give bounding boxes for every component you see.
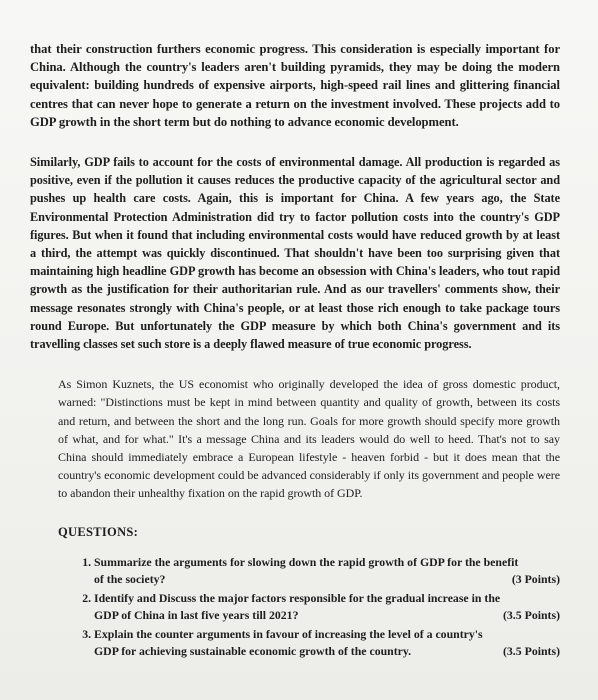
question-item-3 [94,626,560,661]
question-item-2 [94,590,560,625]
question-text: 2. Identify and Discuss the major factors responsible for the gradual increase in the [94,590,501,605]
paragraph-2: Similarly, GDP fails to account for the costs of environmental damage. All production is regarded as positive, even if the pollution it causes reduces the productive capacity of the agricultural sector and pushes up health care costs. Again, this is important for China. A few years ago, the State Environmental Protection Administration did try to factor pollution costs into the country's GDP figures. But when it found that including environmental costs would have reduced growth by at least a third, the attempt was quickly discontinued. That shouldn't have been too surprising given that maintaining high headline GDP growth has become an obsession with China's leaders, who tout rapid growth as the justification for their authoritarian rule. And as our travellers' comments show, their message resonates strongly with China's people, or at least those rich enough to take package tours round Europe. But unfortunately the GDP measure by which both China's government and its travelling classes set such store is a deeply flawed measure of true economic progress. [30,155,560,352]
question-text: 1. Summarize the arguments for slowing down the rapid growth of GDP for the benefit [94,554,519,569]
question-text-cont: GDP for achieving sustainable economic growth of the country. [94,644,412,659]
question-text-cont: GDP of China in last five years till 2021? [94,608,299,623]
question-points: (3 Points) [511,572,560,587]
question-text: 3. Explain the counter arguments in favour of increasing the level of a country's [94,626,483,641]
question-text-cont: of the society? [94,572,166,587]
questions-list [30,554,560,661]
paragraph-1: that their construction furthers economic progress. This consideration is especially important for China. Although the country's leaders aren't building pyramids, they may be doing the modern equivalent: building hundreds of expensive airports, high-speed rail lines and glittering financial centres that can never hope to generate a return on the investment involved. These projects add to GDP growth in the short term but do nothing to advance economic development. [30,42,560,129]
questions-heading: QUESTIONS: [58,524,139,539]
document-page [30,40,560,662]
question-item-1 [94,554,560,589]
question-points: (3.5 Points) [502,608,560,623]
paragraph-3: As Simon Kuznets, the US economist who originally developed the idea of gross domestic product, warned: "Distinctions must be kept in mind between quantity and quality of growth, between its costs and return, and between the short and the long run. Goals for more growth should specify more growth of what, and for what." It's a message China and its leaders would do well to heed. That's not to say China should immediately embrace a European lifestyle - heaven forbid - but it does mean that the country's economic development could be advanced considerably if only its government and people were to abandon their unhealthy fixation on the rapid growth of GDP. [58,377,560,501]
question-points: (3.5 Points) [502,644,560,659]
